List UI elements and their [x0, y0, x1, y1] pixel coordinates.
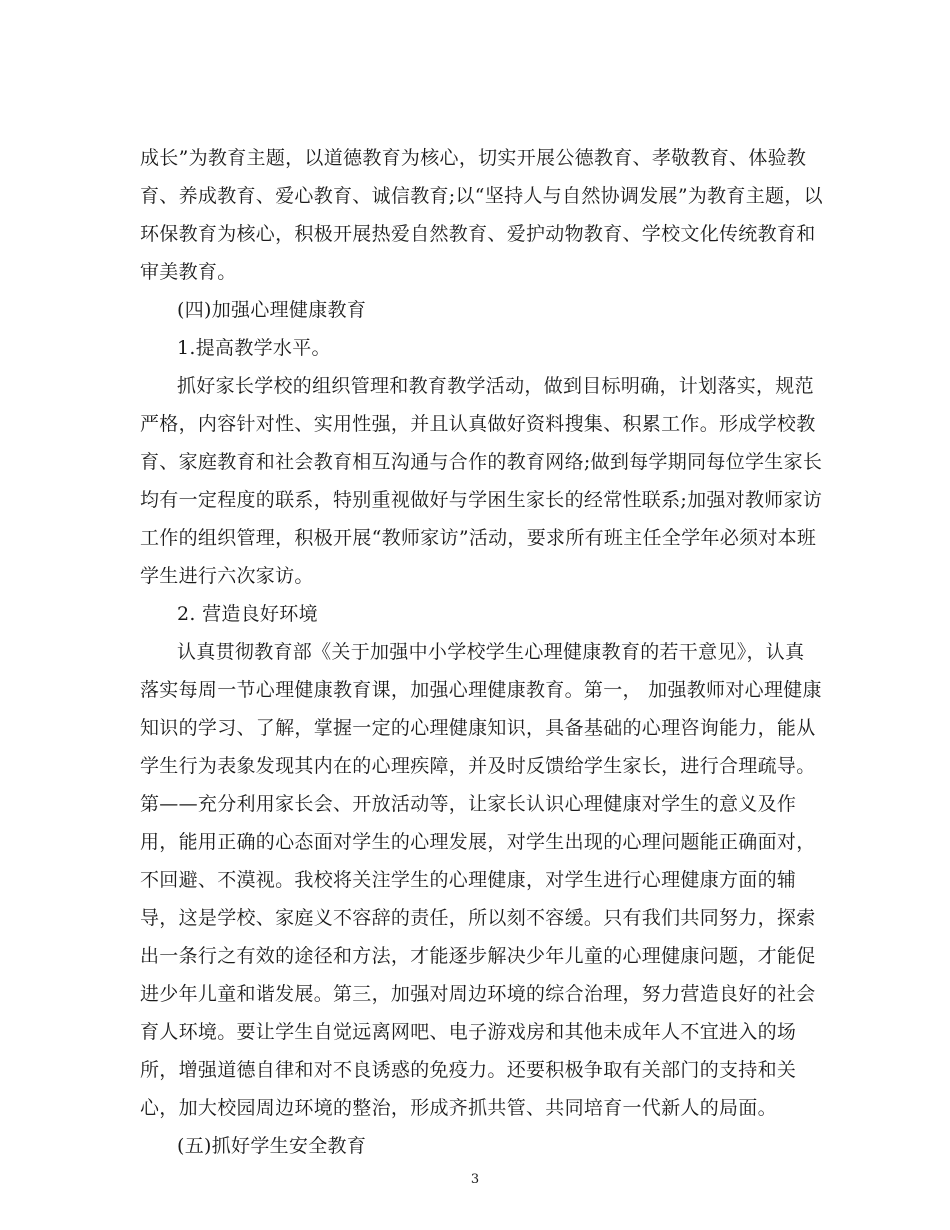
subsection-heading: 2. 营造良好环境	[177, 603, 318, 625]
body-text-line: 工作的组织管理，积极开展“教师家访”活动，要求所有班主任全学年必须对本班	[140, 527, 817, 549]
body-text-line: 学生行为表象发现其内在的心理疾障，并及时反馈给学生家长，进行合理疏导。	[140, 755, 816, 777]
section-heading: (五)抓好学生安全教育	[177, 1135, 367, 1157]
body-text-line: 第——充分利用家长会、开放活动等，让家长认识心理健康对学生的意义及作	[140, 793, 797, 815]
body-text-line: 不回避、不漠视。我校将关注学生的心理健康，对学生进行心理健康方面的辅	[140, 869, 797, 891]
body-text-line: 育、家庭教育和社会教育相互沟通与合作的教育网络;做到每学期同每位学生家长	[140, 451, 823, 473]
body-text-line: 出一条行之有效的途径和方法，才能逐步解决少年儿童的心理健康问题，才能促	[140, 945, 816, 967]
body-text-line: 认真贯彻教育部《关于加强中小学校学生心理健康教育的若干意见》，认真	[177, 641, 805, 663]
body-text-line: 育人环境。要让学生自觉远离网吧、电子游戏房和其他未成年人不宜进入的场	[140, 1021, 797, 1043]
body-text-line: 所，增强道德自律和对不良诱惑的免疫力。还要积极争取有关部门的支持和关	[140, 1059, 797, 1081]
body-text-line: 审美教育。	[140, 261, 237, 283]
body-text-line: 环保教育为核心，积极开展热爱自然教育、爱护动物教育、学校文化传统教育和	[140, 223, 816, 245]
body-text-line: 成长”为教育主题，以道德教育为核心，切实开展公德教育、孝敬教育、体验教	[140, 147, 807, 169]
page-number: 3	[470, 1172, 480, 1187]
body-text-line: 知识的学习、了解，掌握一定的心理健康知识，具备基础的心理咨询能力，能从	[140, 717, 816, 739]
body-text-line: 用，能用正确的心态面对学生的心理发展，对学生出现的心理问题能正确面对，	[140, 831, 816, 853]
section-heading: (四)加强心理健康教育	[177, 299, 367, 321]
body-text-line: 落实每周一节心理健康教育课，加强心理健康教育。第一， 加强教师对心理健康	[140, 679, 822, 701]
body-text-line: 心，加大校园周边环境的整治，形成齐抓共管、共同培育一代新人的局面。	[140, 1097, 777, 1119]
body-text-line: 学生进行六次家访。	[140, 565, 314, 587]
body-text-line: 导，这是学校、家庭义不容辞的责任，所以刻不容缓。只有我们共同努力，探索	[140, 907, 816, 929]
body-text-line: 均有一定程度的联系，特别重视做好与学困生家长的经常性联系;加强对教师家访	[140, 489, 823, 511]
body-text-line: 进少年儿童和谐发展。第三，加强对周边环境的综合治理，努力营造良好的社会	[140, 983, 816, 1005]
body-text-line: 严格，内容针对性、实用性强，并且认真做好资料搜集、积累工作。形成学校教	[140, 413, 816, 435]
body-text-line: 育、养成教育、爱心教育、诚信教育;以“坚持人与自然协调发展”为教育主题，以	[140, 185, 823, 207]
body-text-line: 抓好家长学校的组织管理和教育教学活动，做到目标明确，计划落实，规范	[177, 375, 814, 397]
subsection-heading: 1.提高教学水平。	[177, 337, 331, 359]
